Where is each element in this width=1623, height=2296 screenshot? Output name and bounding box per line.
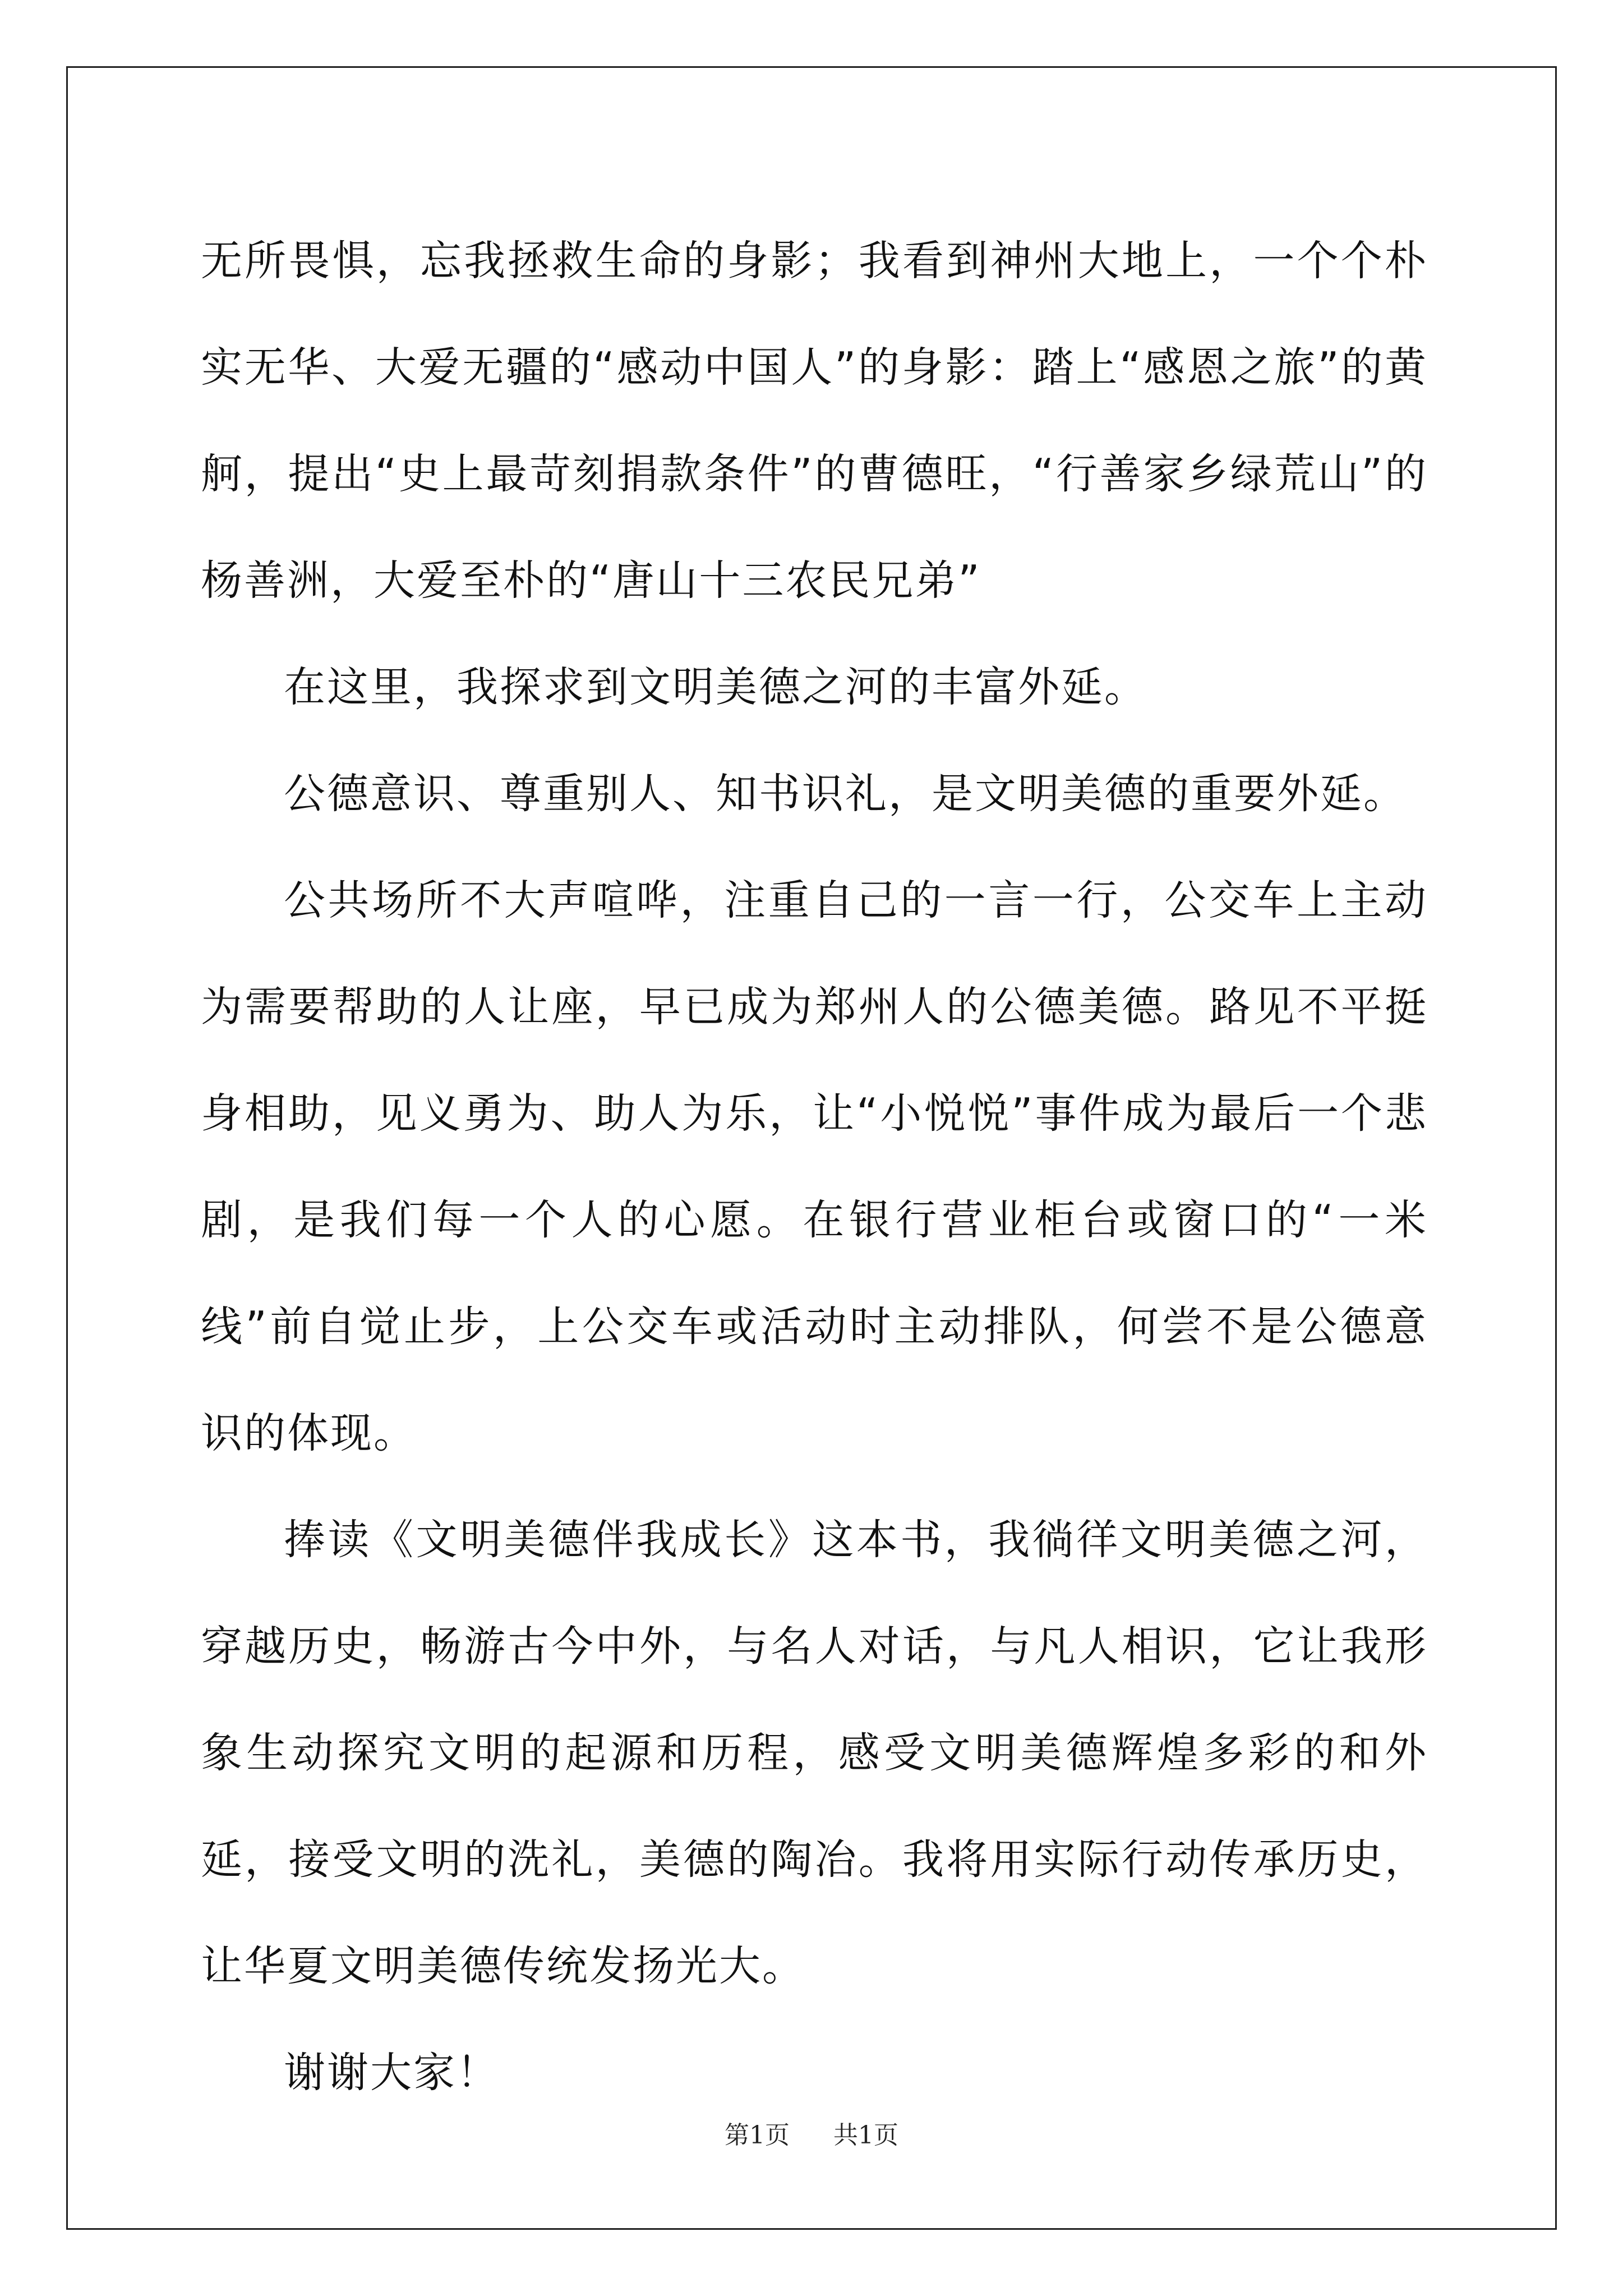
paragraph-1: 无所畏惧，忘我拯救生命的身影；我看到神州大地上，一个个朴实无华、大爱无疆的“感动中国人”的身影：踏上“感恩之旅”的黄舸，提出“史上最苛刻捐款条件”的曹德旺，“行善家乡绿荒山”的杨善洲，大爱至朴的“唐山十三农民兄弟” bbox=[201, 237, 1428, 605]
paragraph-4: 公共场所不大声喧哗，注重自己的一言一行，公交车上主动为需要帮助的人让座，早已成为郑州人的公德美德。路见不平挺身相助，见义勇为、助人为乐，让“小悦悦”事件成为最后一个悲剧，是我们每一个人的心愿。在银行营业柜台或窗口的“一米线”前自觉止步，上公交车或活动时主动排队，何尝不是公德意识的体现。 bbox=[201, 876, 1428, 1457]
page-number-current: 第1页 bbox=[725, 2121, 790, 2150]
document-body bbox=[201, 208, 1428, 2126]
paragraph-3: 公德意识、尊重别人、知书识礼，是文明美德的重要外延。 bbox=[284, 770, 1407, 818]
paragraph-6: 谢谢大家！ bbox=[284, 2049, 500, 2097]
page-footer bbox=[0, 2115, 1623, 2151]
paragraph-5: 捧读《文明美德伴我成长》这本书，我徜徉文明美德之河，穿越历史，畅游古今中外，与名人对话，与凡人相识，它让我形象生动探究文明的起源和历程，感受文明美德辉煌多彩的和外延，接受文明的洗礼，美德的陶冶。我将用实际行动传承历史，让华夏文明美德传统发扬光大。 bbox=[201, 1516, 1428, 1990]
paragraph-2: 在这里，我探求到文明美德之河的丰富外延。 bbox=[284, 663, 1147, 711]
page-number-total: 共1页 bbox=[833, 2121, 898, 2150]
